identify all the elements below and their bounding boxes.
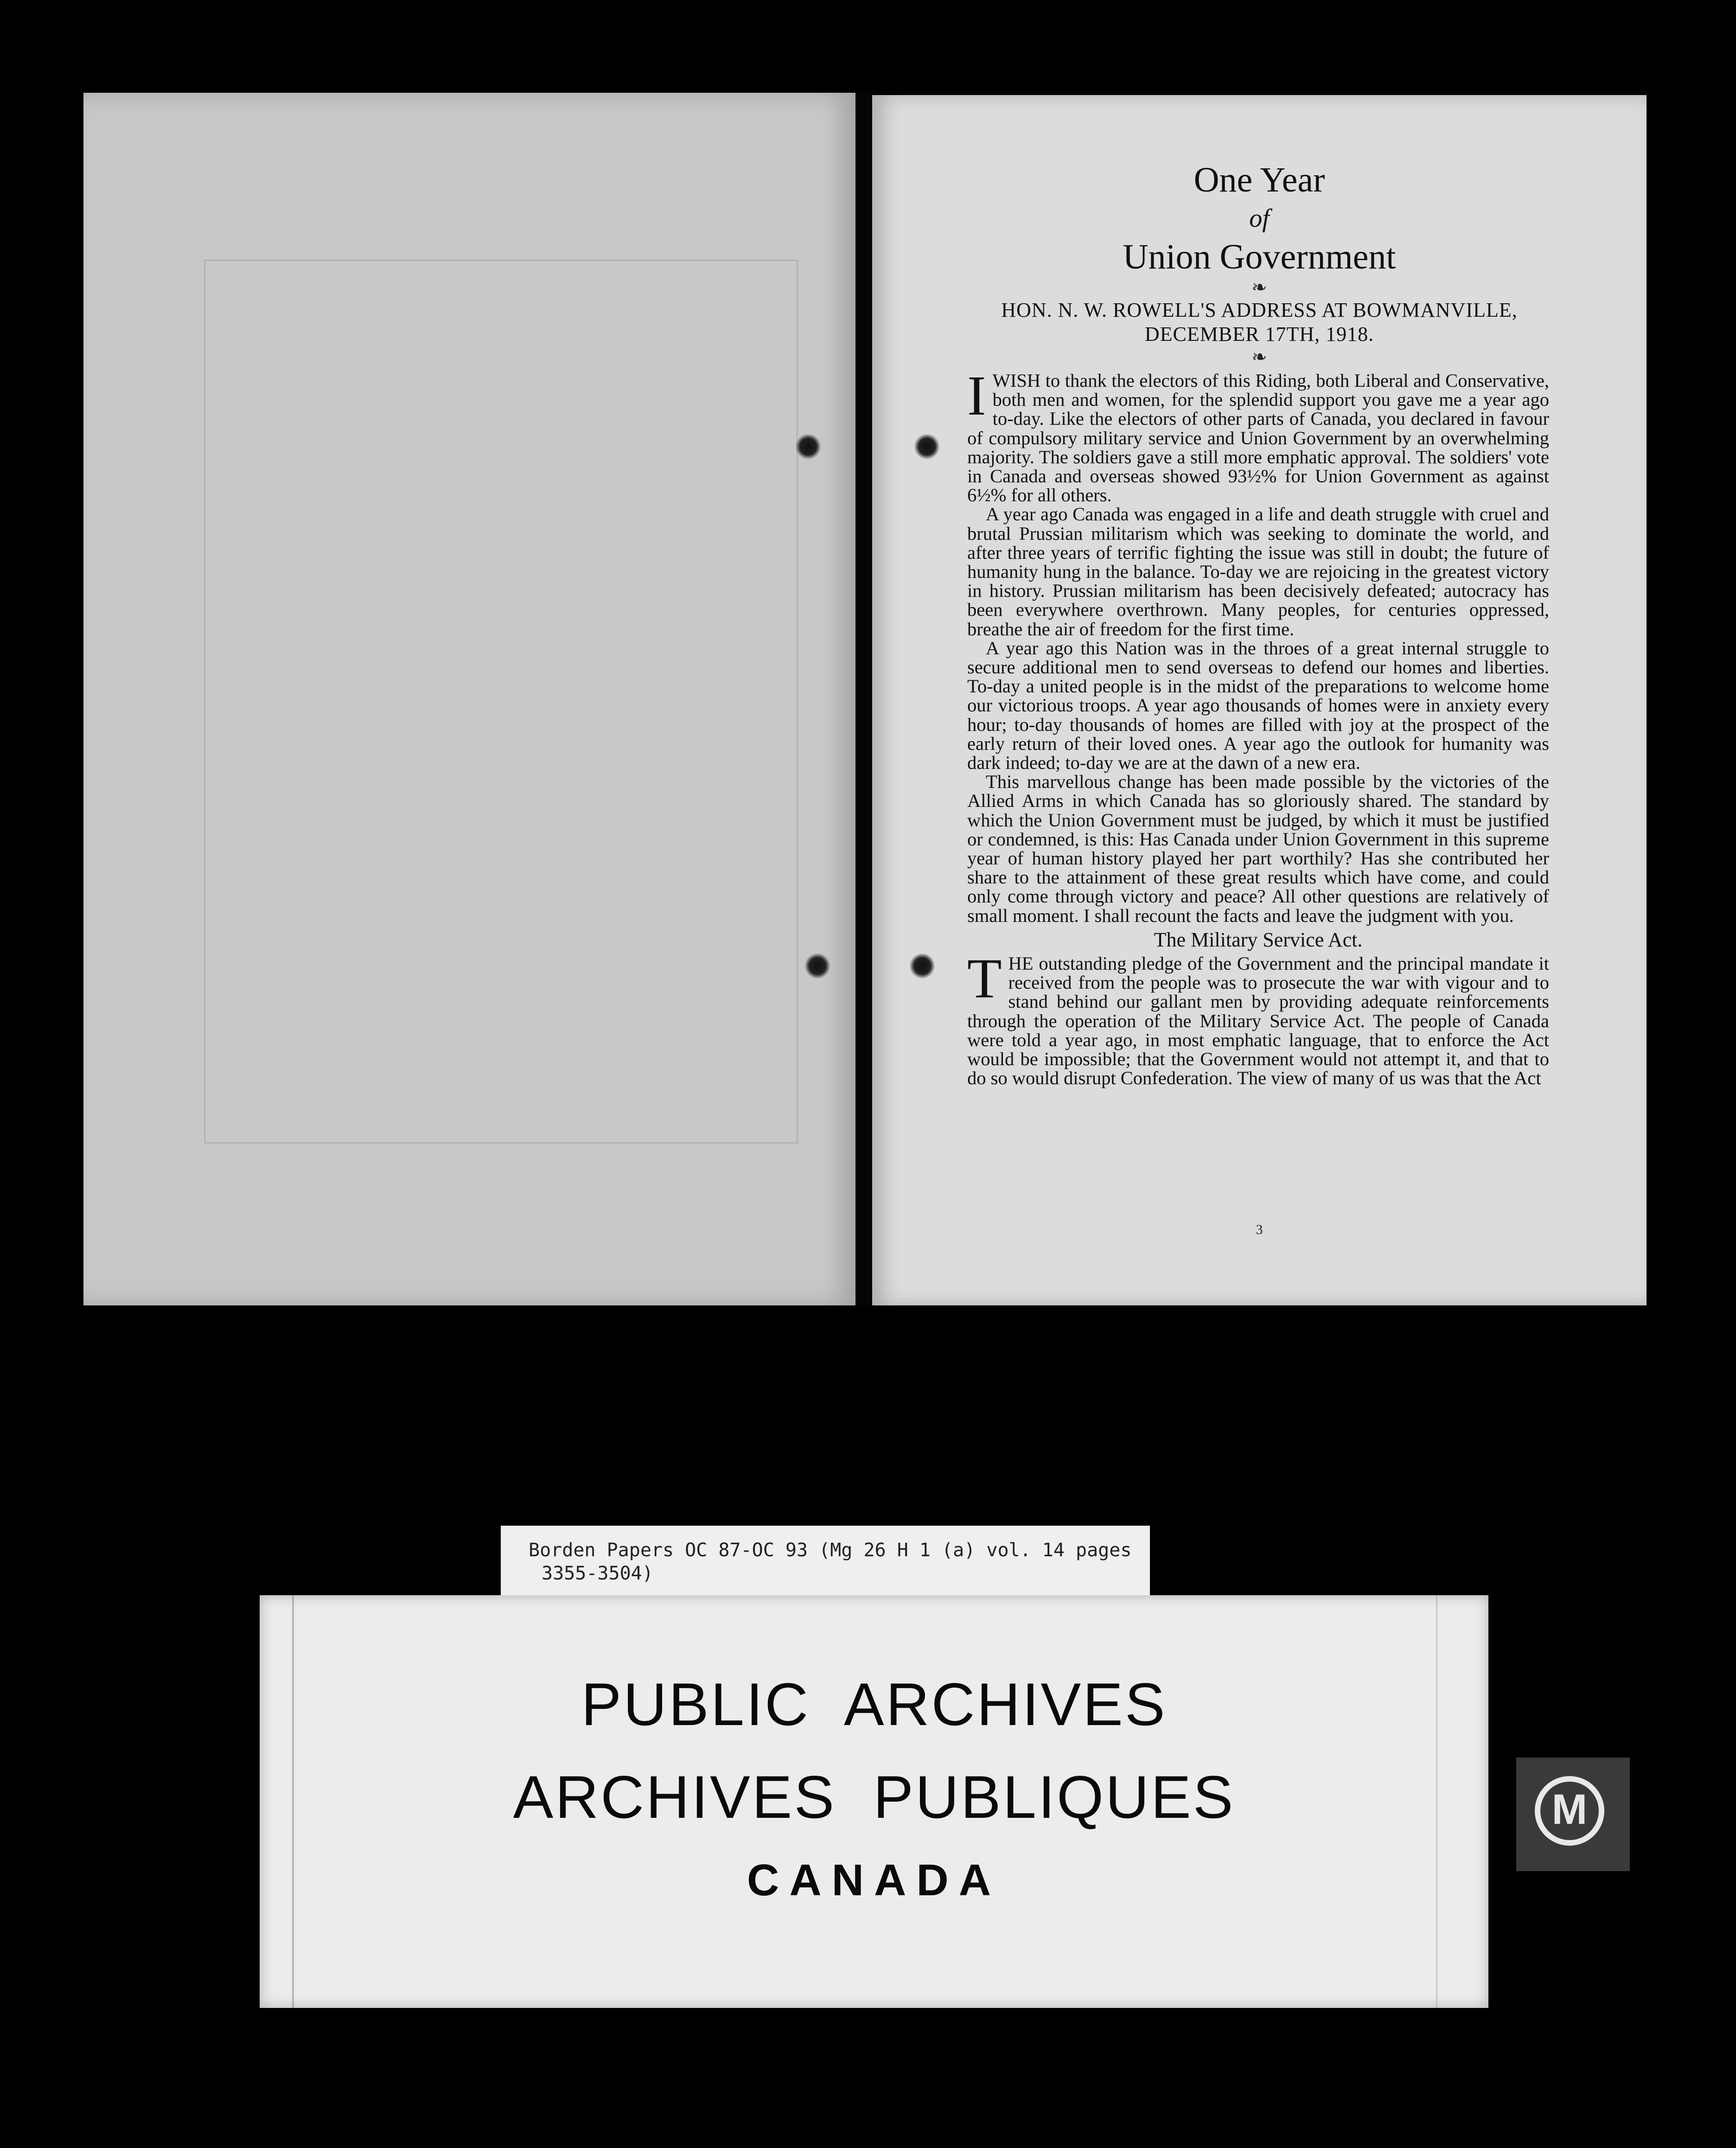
drop-cap: T (967, 947, 1002, 1010)
title-line-3: Union Government (1123, 237, 1396, 276)
title-line-2: of (1249, 204, 1270, 233)
staple-hole-lower-left (804, 953, 830, 979)
ornament-icon: ❧ (1251, 277, 1267, 298)
paragraph: A year ago Canada was engaged in a life and death struggle with cruel and brutal Prussian militarism which was seeking to dominate the world, and after three years of terrific fighting the issue was still in doubt; the future of humanity hung in the balance. To-day we are rejoicing in the greatest victory in history. Prussian militarism has been decisively defeated; autocracy has been everywhere overthrown. Many peoples, for centuries oppressed, breathe the air of freedom for the first time. (967, 504, 1549, 639)
staple-hole-upper-left (795, 434, 821, 460)
paragraph (967, 364, 1549, 506)
paragraph-text: HE outstanding pledge of the Government and the principal mandate it received from the people was to prosecute the war with vigour and to stand behind our gallant men by providing adequate reinforcements through the operation of the Military Service Act. The people of Canada were told a year ago, in most emphatic language, that to enforce the Act would be impossible; that the Government would not attempt it, and that to do so would disrupt Confederation. The view of many of us was that the Act (967, 953, 1549, 1089)
ornament-icon: ❧ (1251, 346, 1267, 367)
paragraph: This marvellous change has been made possible by the victories of the Allied Arms in which Canada has so gloriously shared. The standard by which the Union Government must be judged, by which it must be justified or condemned, is this: Has Canada under Union Government in this supreme year of human history played her part worthily? Has she contributed her share to the attainment of these great results which have come, and could only come through victory and peace? All other questions are relatively of small moment. I shall recount the facts and leave the judgment with you. (967, 771, 1549, 926)
subtitle-line-2: DECEMBER 17TH, 1918. (1144, 323, 1374, 345)
paragraph-text: WISH to thank the electors of this Riding, both Liberal and Conservative, both men and women, for the splendid support you gave me a year ago to-day. Like the electors of other parts of Canada, you declared in favour of compulsory military service and Union Government by an overwhelming majority. The soldiers gave a still more emphatic approval. The soldiers' vote in Canada and overseas showed 93½% for Union Government as against 6½% for all others. (967, 370, 1549, 506)
title-line-1: One Year (1194, 160, 1325, 199)
reference-line-2: 3355-3504) (542, 1563, 653, 1584)
drop-cap: I (967, 364, 986, 427)
left-page (83, 93, 855, 1305)
archive-title-french: ARCHIVES PUBLIQUES (513, 1763, 1235, 1831)
body-text (967, 364, 1549, 1089)
reference-slip (501, 1526, 1150, 1600)
section-heading: The Military Service Act. (1154, 928, 1363, 951)
reference-line-1: Borden Papers OC 87-OC 93 (Mg 26 H 1 (a) vol. 14 pages (529, 1540, 1132, 1561)
page-number: 3 (1256, 1222, 1263, 1237)
subtitle-line-1: HON. N. W. ROWELL'S ADDRESS AT BOWMANVILLE, (1001, 299, 1518, 321)
archive-title-english: PUBLIC ARCHIVES (581, 1670, 1167, 1738)
bleed-through-frame (204, 260, 798, 1144)
logo-glyph: M (1551, 1786, 1588, 1833)
book-gutter (855, 93, 872, 1305)
archive-country: CANADA (747, 1855, 1001, 1905)
microfilm-logo-icon (1516, 1758, 1630, 1871)
archive-card (260, 1595, 1488, 2008)
staple-hole-lower-right (909, 953, 935, 979)
title-block (872, 160, 1647, 368)
paragraph (967, 947, 1549, 1089)
paragraph: A year ago this Nation was in the throes of a great internal struggle to secure additional men to send overseas to defend our homes and liberties. To-day a united people is in the midst of the preparations to welcome home our victorious troops. A year ago thousands of homes were in anxiety every hour; to-day thousands of homes are filled with joy at the prospect of the early return of their loved ones. A year ago the outlook for humanity was dark indeed; to-day we are at the dawn of a new era. (967, 637, 1549, 774)
staple-hole-upper-right (914, 434, 940, 460)
right-page (872, 95, 1647, 1305)
